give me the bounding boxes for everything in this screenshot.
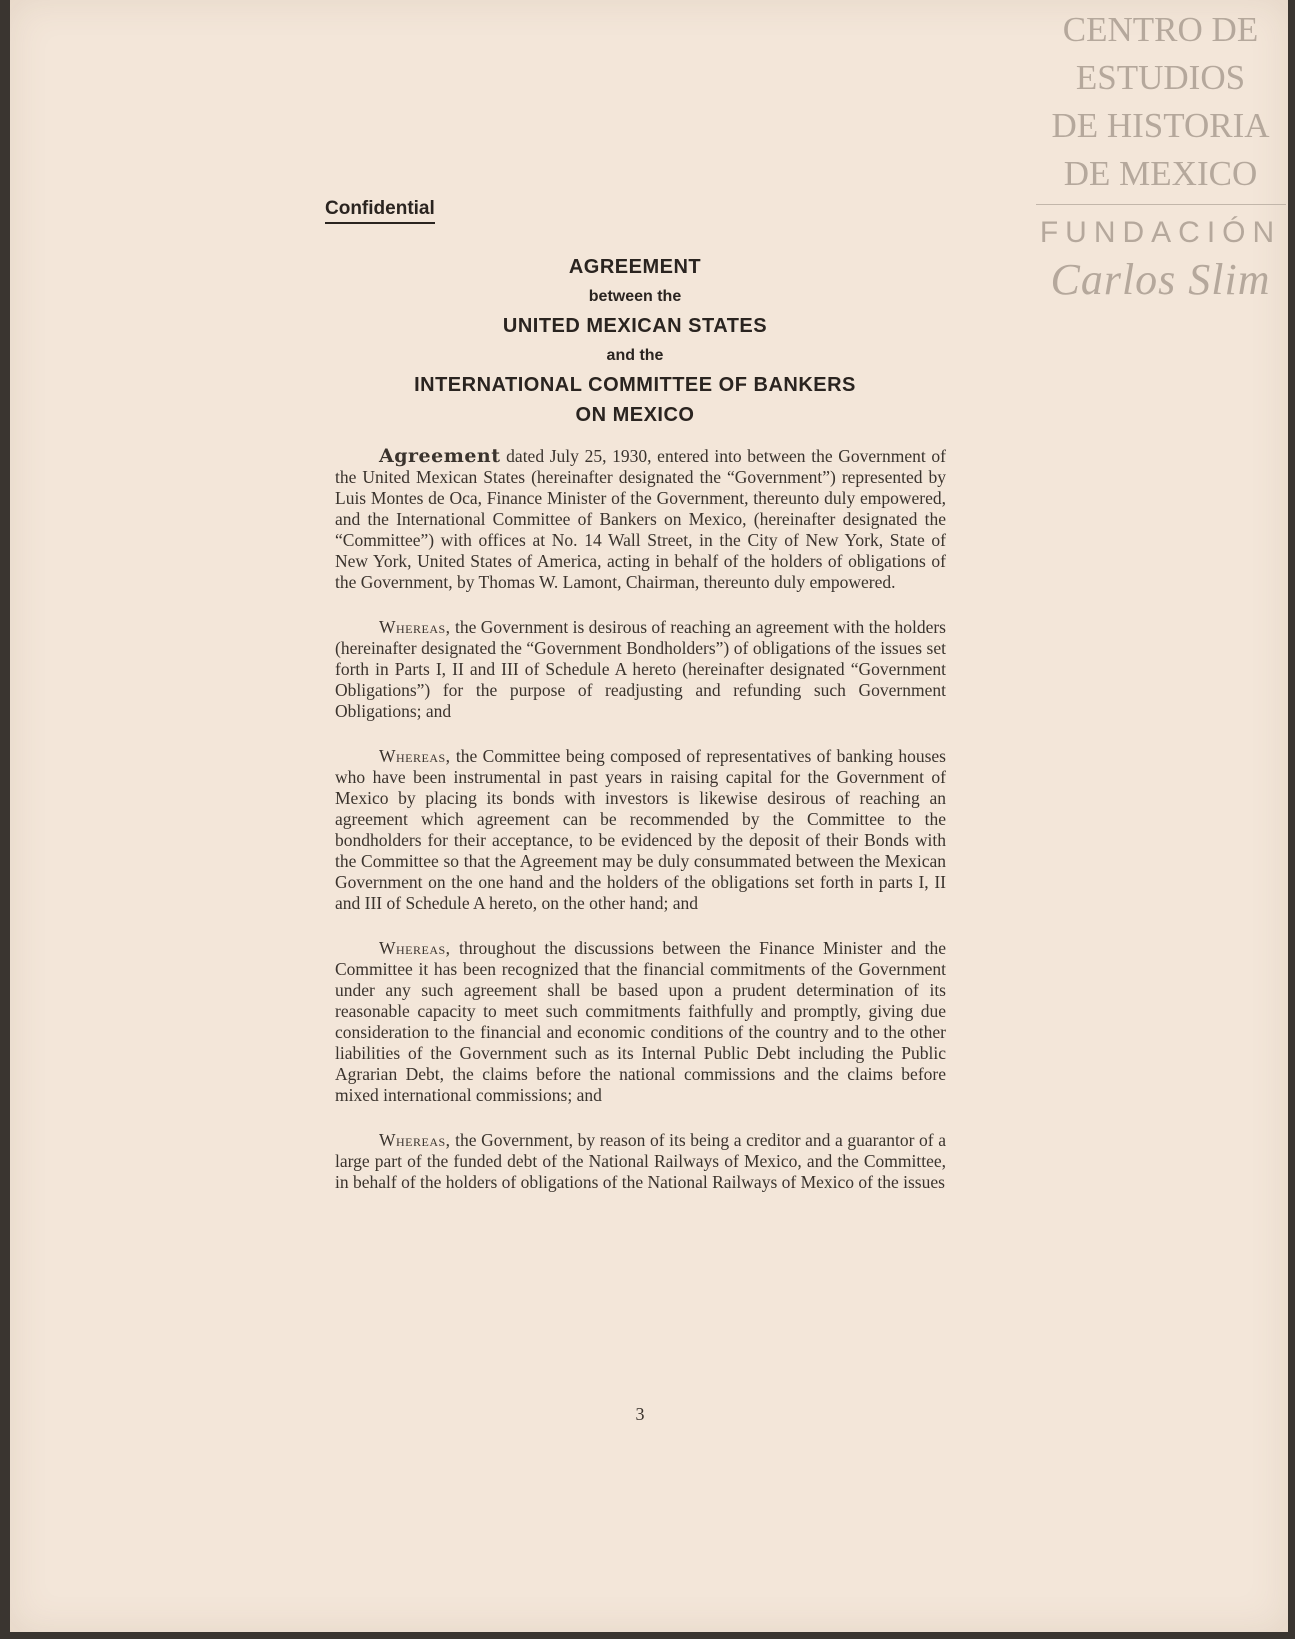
paragraph-lead: Agreement bbox=[379, 445, 501, 467]
paragraph-text: the Government is desirous of reaching an agreement with the holders (hereinafter designated the “Government Bondholders”) of obligations of the issues set forth in Parts I, II and III of Schedule A hereto (hereinafter designated “Government Obligations”) for the purpose of readjusting and refunding such Government Obligations; and bbox=[335, 617, 946, 721]
paragraph-agreement bbox=[335, 446, 946, 593]
watermark-foundation: FUNDACIÓN bbox=[1039, 216, 1282, 249]
title-line-4: and the bbox=[606, 347, 664, 364]
paragraph-whereas-3 bbox=[335, 938, 946, 1106]
paragraph-whereas-1 bbox=[335, 617, 946, 722]
paragraph-text: the Government, by reason of its being a creditor and a guarantor of a large part of the funded debt of the National Railways of Mexico, and the Committee, in behalf of the holders of obligations of the National Railways of Mexico of the issues bbox=[335, 1130, 946, 1192]
document-title-block bbox=[325, 252, 945, 430]
paragraph-text: dated July 25, 1930, entered into between the Government of the United Mexican States (hereinafter designated the “Government”) represented by Luis Montes de Oca, Finance Minister of the Government, thereunto duly empowered, and the International Committee of Bankers on Mexico, (hereinafter designated the “Committee”) with offices at No. 14 Wall Street, in the City of New York, State of New York, United States of America, acting in behalf of the holders of obligations of the Government, by Thomas W. Lamont, Chairman, thereunto duly empowered. bbox=[335, 446, 946, 592]
paragraph-lead: Whereas, bbox=[379, 1130, 451, 1150]
paragraph-lead: Whereas, bbox=[379, 617, 451, 637]
title-line-2: between the bbox=[588, 288, 682, 305]
title-line-3: UNITED MEXICAN STATES bbox=[502, 315, 768, 337]
page-number: 3 bbox=[635, 1404, 645, 1424]
watermark-divider bbox=[1036, 204, 1286, 205]
paragraph-lead: Whereas, bbox=[379, 746, 451, 766]
paragraph-whereas-4 bbox=[335, 1130, 946, 1193]
title-line-6: ON MEXICO bbox=[575, 404, 695, 426]
watermark-line-1: CENTRO DE bbox=[1062, 10, 1259, 49]
document-page bbox=[10, 0, 1288, 1632]
document-body bbox=[335, 446, 946, 1217]
paragraph-text: throughout the discussions between the Finance Minister and the Committee it has been recognized that the financial commitments of the Government under any such agreement shall be based upon a prudent determination of its reasonable capacity to meet such commitments faithfully and promptly, giving due consideration to the financial and economic conditions of the country and to the other liabilities of the Government such as its Internal Public Debt including the Public Agrarian Debt, the claims before the national commissions and the claims before mixed international commissions; and bbox=[335, 938, 946, 1105]
watermark-line-2: ESTUDIOS bbox=[1075, 58, 1246, 97]
paragraph-text: the Committee being composed of representatives of banking houses who have been instrumental in past years in raising capital for the Government of Mexico by placing its bonds with investors is likewise desirous of reaching an agreement which agreement can be recommended by the Committee to the bondholders for their acceptance, to be evidenced by the deposit of their Bonds with the Committee so that the Agreement may be duly consummated between the Mexican Government on the one hand and the holders of the obligations set forth in parts I, II and III of Schedule A hereto, on the other hand; and bbox=[335, 746, 946, 913]
paragraph-whereas-2 bbox=[335, 746, 946, 914]
watermark-signature-logo: Carlos Slim bbox=[1050, 255, 1271, 304]
confidential-label: Confidential bbox=[325, 198, 435, 224]
watermark-line-3: DE HISTORIA bbox=[1051, 106, 1270, 145]
watermark-line-4: DE MEXICO bbox=[1063, 154, 1258, 193]
archive-watermark bbox=[1033, 6, 1288, 307]
title-line-1: AGREEMENT bbox=[568, 256, 702, 278]
paragraph-lead: Whereas, bbox=[379, 938, 451, 958]
title-line-5: INTERNATIONAL COMMITTEE OF BANKERS bbox=[414, 374, 856, 396]
